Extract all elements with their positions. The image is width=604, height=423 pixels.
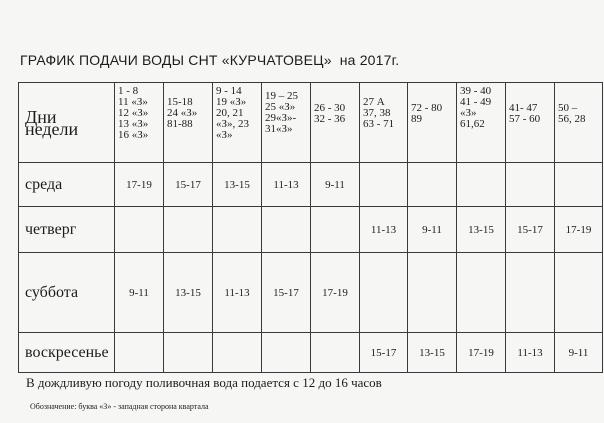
time-cell: 13-15	[457, 207, 506, 253]
column-header-line: 26 - 30	[314, 102, 346, 114]
column-header-line: 57 - 60	[509, 113, 541, 125]
day-label: среда	[19, 163, 115, 207]
row-saturday	[19, 253, 603, 333]
day-label: суббота	[19, 253, 115, 333]
title-text: ГРАФИК ПОДАЧИ ВОДЫ СНТ «КУРЧАТОВЕЦ»	[20, 52, 332, 68]
time-cell	[164, 207, 213, 253]
time-cell: 15-17	[360, 333, 408, 373]
time-cell: 15-17	[506, 207, 555, 253]
header-row	[19, 83, 603, 163]
time-cell	[262, 333, 311, 373]
row-wednesday	[19, 163, 603, 207]
time-cell	[506, 253, 555, 333]
day-label: воскресенье	[19, 333, 115, 373]
time-cell	[408, 253, 457, 333]
column-header-line: 27 А	[363, 96, 385, 108]
column-header-line: 61,62	[460, 118, 485, 130]
page-title	[20, 52, 399, 68]
column-header-line: 63 - 71	[363, 118, 395, 130]
legend-note: Обозначение: буква «З» - западная сторона квартала	[30, 402, 209, 411]
time-cell	[164, 333, 213, 373]
column-header-line: 41- 47	[509, 102, 538, 114]
time-cell	[506, 163, 555, 207]
column-header-line: 25 «З»	[265, 101, 296, 113]
time-cell: 9-11	[311, 163, 360, 207]
column-header-line: 19 «З»	[216, 96, 247, 108]
column-header-line: 1 - 8	[118, 85, 139, 97]
row-sunday	[19, 333, 603, 373]
time-cell	[262, 207, 311, 253]
time-cell: 13-15	[164, 253, 213, 333]
time-cell	[555, 253, 603, 333]
column-header-line: 39 - 40	[460, 85, 492, 97]
time-cell	[213, 207, 262, 253]
time-cell: 17-19	[311, 253, 360, 333]
time-cell	[360, 253, 408, 333]
row-thursday	[19, 207, 603, 253]
time-cell	[311, 333, 360, 373]
column-header	[262, 83, 311, 163]
column-header	[555, 83, 603, 163]
header-label: Дни недели	[19, 83, 115, 163]
column-header-line: 9 - 14	[216, 85, 242, 97]
time-cell	[555, 163, 603, 207]
column-header	[360, 83, 408, 163]
column-header-line: 56, 28	[558, 113, 586, 125]
time-cell: 11-13	[360, 207, 408, 253]
time-cell	[311, 207, 360, 253]
column-header-line: 16 «З»	[118, 129, 149, 141]
time-cell	[457, 163, 506, 207]
column-header	[457, 83, 506, 163]
column-header-line: 29«З»-	[265, 112, 297, 124]
column-header-line: 81-88	[167, 118, 193, 130]
column-header-line: 19 – 25	[265, 90, 298, 102]
time-cell: 13-15	[408, 333, 457, 373]
column-header	[213, 83, 262, 163]
column-header-line: 50 –	[558, 102, 578, 114]
column-header-line: «З»	[460, 107, 477, 119]
column-header-line: 20, 21	[216, 107, 244, 119]
column-header	[408, 83, 457, 163]
time-cell: 17-19	[555, 207, 603, 253]
column-header-line: 12 «З»	[118, 107, 149, 119]
schedule-table	[18, 82, 603, 373]
column-header-line: 89	[411, 113, 422, 125]
column-header-line: 24 «З»	[167, 107, 198, 119]
time-cell: 11-13	[506, 333, 555, 373]
column-header	[115, 83, 164, 163]
column-header-line: 31«З»	[265, 123, 293, 135]
time-cell	[115, 207, 164, 253]
day-label: четверг	[19, 207, 115, 253]
time-cell	[408, 163, 457, 207]
rain-note: В дождливую погоду поливочная вода подается с 12 до 16 часов	[26, 375, 382, 390]
time-cell: 15-17	[164, 163, 213, 207]
column-header-line: 15-18	[167, 96, 193, 108]
column-header-line: 72 - 80	[411, 102, 443, 114]
time-cell	[457, 253, 506, 333]
time-cell: 17-19	[457, 333, 506, 373]
time-cell	[213, 333, 262, 373]
time-cell: 17-19	[115, 163, 164, 207]
column-header-line: 32 - 36	[314, 113, 346, 125]
time-cell: 9-11	[555, 333, 603, 373]
time-cell: 9-11	[115, 253, 164, 333]
time-cell: 15-17	[262, 253, 311, 333]
time-cell: 11-13	[262, 163, 311, 207]
column-header-line: 37, 38	[363, 107, 391, 119]
column-header-line: 41 - 49	[460, 96, 492, 108]
time-cell: 11-13	[213, 253, 262, 333]
column-header	[164, 83, 213, 163]
column-header-line: «З», 23	[216, 118, 250, 130]
time-cell	[115, 333, 164, 373]
column-header-line: «З»	[216, 129, 233, 141]
column-header	[311, 83, 360, 163]
column-header	[506, 83, 555, 163]
time-cell	[360, 163, 408, 207]
title-year: на 2017г.	[339, 52, 400, 68]
column-header-line: 11 «З»	[118, 96, 148, 108]
time-cell: 9-11	[408, 207, 457, 253]
time-cell: 13-15	[213, 163, 262, 207]
column-header-line: 13 «З»	[118, 118, 149, 130]
